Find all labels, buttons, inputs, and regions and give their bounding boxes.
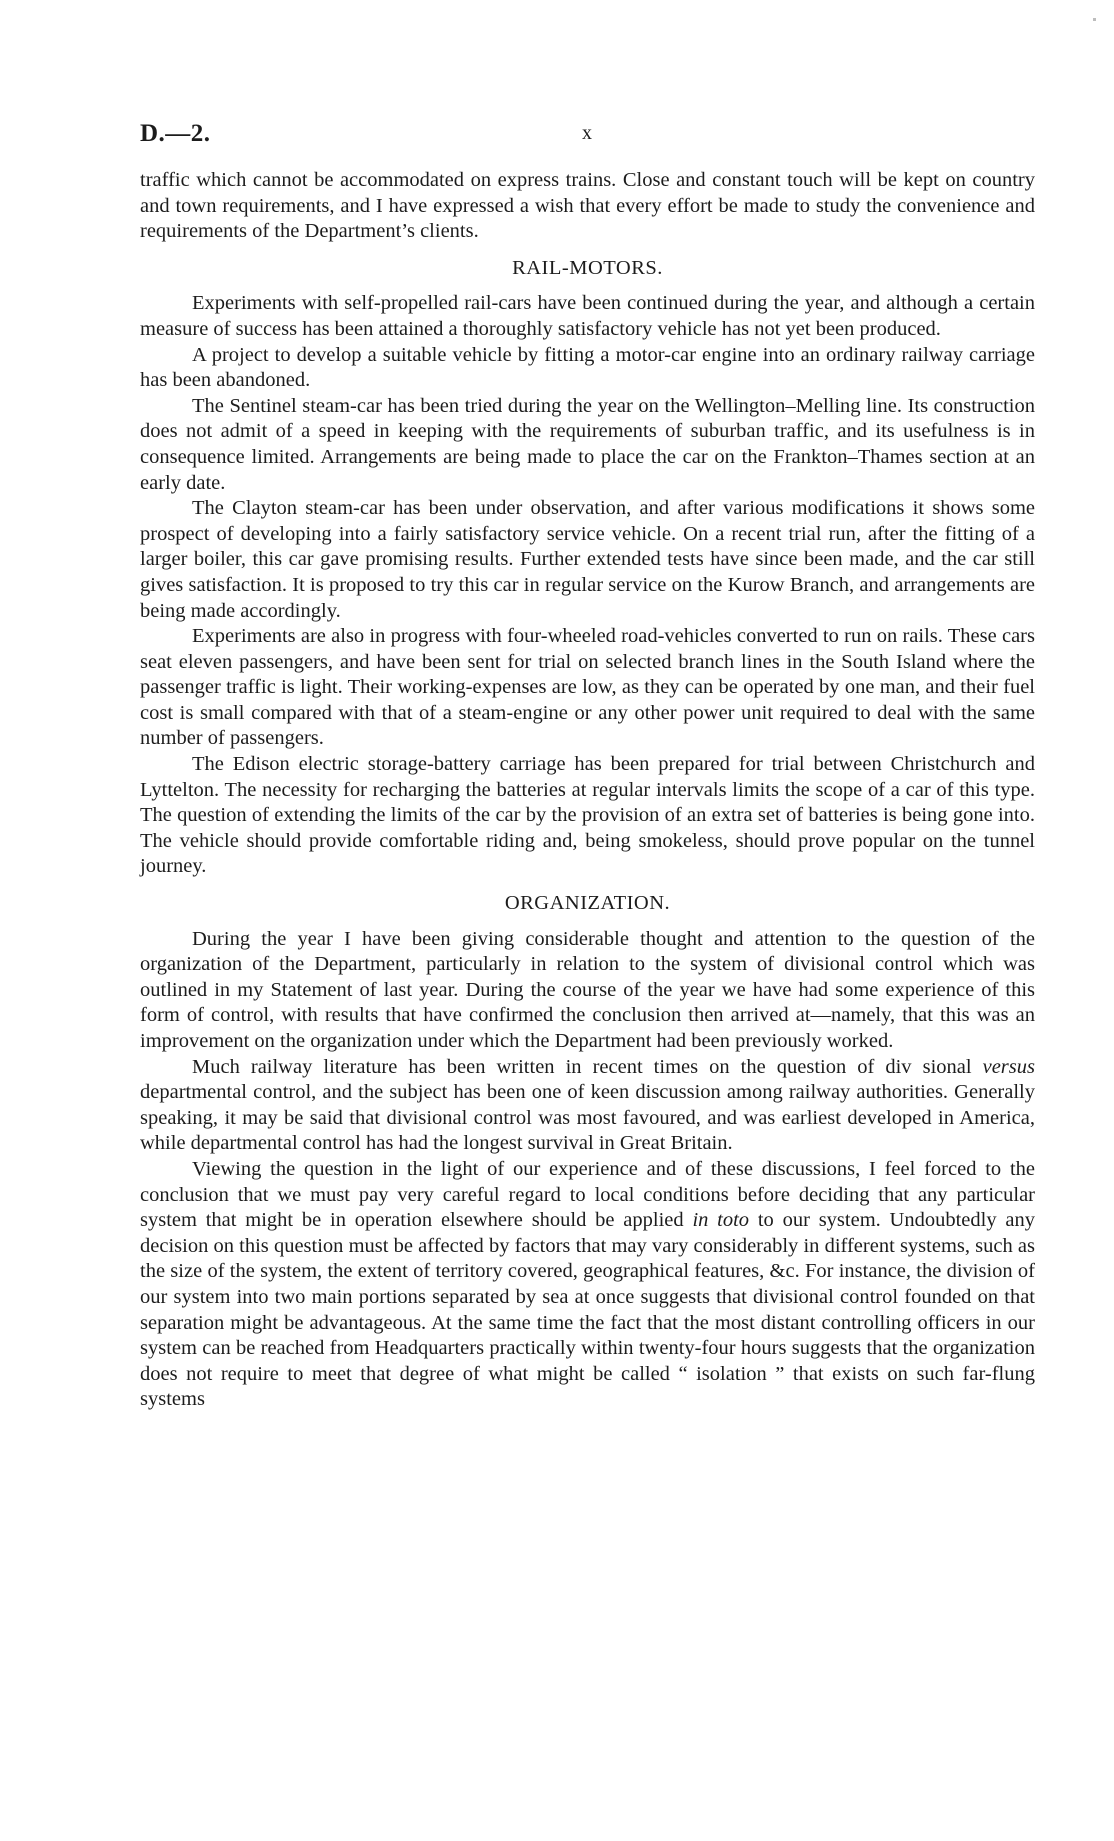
italic-term: versus: [982, 1055, 1035, 1078]
document-reference: D.—2.: [140, 120, 211, 147]
paragraph: [140, 1055, 1035, 1157]
page-number: x: [582, 122, 592, 144]
paragraph: Experiments with self-propelled rail-cars have been continued during the year, and although a certain measure of success has been attained a thoroughly satisfactory vehicle has not yet been produced.: [140, 292, 1035, 340]
paragraph: Experiments are also in progress with four-wheeled road-vehicles converted to run on rails. These cars seat eleven passengers, and have been sent for trial on selected branch lines in the South Island where the passenger traffic is light. Their working-expenses are low, as they can be operated by one man, and their fuel cost is small compared with that of a steam-engine or any other power unit required to deal with the same number of passengers.: [140, 625, 1035, 750]
paragraph: [140, 1157, 1035, 1413]
text-segment: Viewing the question in the light of our experience and of these discussions, I feel forced to the conclusion that we must pay very careful regard to local conditions before deciding that any particular system that might be in operation elsewhere should be applied: [140, 1157, 1035, 1232]
text-segment: departmental control, and the subject has been one of keen discussion among railway authorities. Generally speaking, it may be said that divisional control was most favoured, and was earliest developed in America, while departmental control has had the longest survival in Great Britain.: [140, 1081, 1035, 1155]
text-segment: to our system. Undoubtedly any decision on this question must be affected by factors that may vary considerably in different systems, such as the size of the system, the extent of territory covered, geographical features, &c. For instance, the division of our system into two main portions separated by sea at once suggests that divisional control founded on that separation might be advantageous. At the same time the fact that the most distant controlling officers in our system can be reached from Headquarters practically within twenty-four hours suggests that the organization does not require to meet that degree of what might be called “ isolation ” that exists on such far-flung systems: [140, 1209, 1035, 1411]
document-body: [140, 168, 1035, 1413]
paragraph: The Edison electric storage-battery carriage has been prepared for trial between Christchurch and Lyttelton. The necessity for recharging the batteries at regular intervals limits the scope of a car of this type. The question of extending the limits of the car by the provision of an extra set of batteries is being gone into. The vehicle should provide comfortable riding and, being smokeless, should prove popular on the tunnel journey.: [140, 753, 1035, 878]
section-heading-organization: ORGANIZATION.: [504, 892, 671, 915]
italic-term: in toto: [692, 1209, 750, 1232]
section-heading-rail-motors: RAIL-MOTORS.: [512, 256, 663, 279]
text-segment: Much railway literature has been written in recent times on the question of div sional: [192, 1055, 983, 1078]
page-header: [140, 120, 1035, 150]
scan-speck: [1093, 18, 1096, 21]
paragraph: During the year I have been giving considerable thought and attention to the question of the organization of the Department, particularly in relation to the system of divisional control which was outlined in my Statement of last year. During the course of the year we have had some experience of this form of control, with results that have confirmed the conclusion then arrived at—namely, that this was an improvement on the organization under which the Department had been previously worked.: [140, 927, 1035, 1052]
paragraph-continued: traffic which cannot be accommodated on express trains. Close and constant touch will be kept on country and town requirements, and I have expressed a wish that every effort be made to study the convenience and requirements of the Department’s clients.: [140, 169, 1035, 243]
paragraph: A project to develop a suitable vehicle by fitting a motor-car engine into an ordinary railway carriage has been abandoned.: [140, 343, 1035, 392]
paragraph: The Clayton steam-car has been under observation, and after various modifications it shows some prospect of developing into a fairly satisfactory service vehicle. On a recent trial run, after the fitting of a larger boiler, this car gave promising results. Further extended tests have since been made, and the car still gives satisfaction. It is proposed to try this car in regular service on the Kurow Branch, and arrangements are being made accordingly.: [140, 497, 1035, 622]
paragraph: The Sentinel steam-car has been tried during the year on the Wellington–Melling line. Its construction does not admit of a speed in keeping with the requirements of suburban traffic, and its usefulness is in consequence limited. Arrangements are being made to place the car on the Frankton–Thames section at an early date.: [140, 394, 1035, 494]
